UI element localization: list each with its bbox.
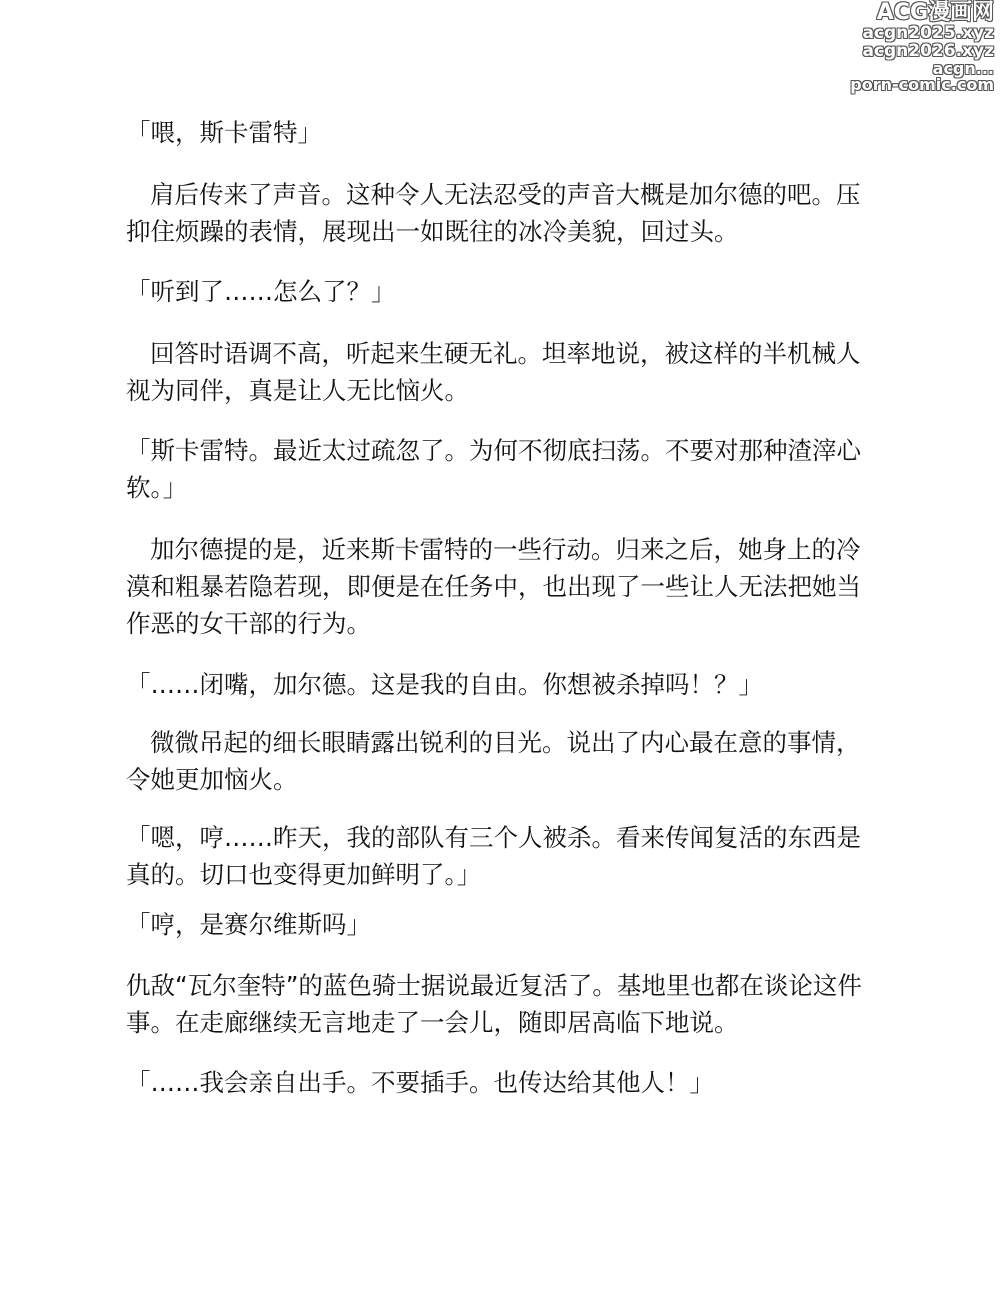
- dialogue-line: 「……闭嘴，加尔德。这是我的自由。你想被杀掉吗！？」: [126, 670, 763, 699]
- narration-paragraph: 肩后传来了声音。这种令人无法忍受的声音大概是加尔德的吧。压抑住烦躁的表情，展现出一如既往的冰冷美貌，回过头。: [126, 180, 861, 246]
- watermark-line: porn-comic.com: [850, 75, 994, 94]
- narration-paragraph: 加尔德提的是，近来斯卡雷特的一些行动。归来之后，她身上的冷漠和粗暴若隐若现，即便是在任务中，也出现了一些让人无法把她当作恶的女干部的行为。: [126, 535, 861, 638]
- dialogue-line: 「斯卡雷特。最近太过疏忽了。为何不彻底扫荡。不要对那种渣滓心软。」: [126, 436, 861, 502]
- dialogue-line: 「听到了……怎么了？」: [126, 277, 396, 306]
- dialogue-line: 「……我会亲自出手。不要插手。也传达给其他人！」: [126, 1068, 714, 1097]
- dialogue-line: 「哼，是赛尔维斯吗」: [126, 910, 371, 939]
- narration-paragraph: 仇敌“瓦尔奎特”的蓝色骑士据说最近复活了。基地里也都在谈论这件事。在走廊继续无言地走了一会儿，随即居高临下地说。: [126, 971, 862, 1037]
- watermark-line: acgn...: [932, 59, 994, 78]
- dialogue-line: 「嗯，哼……昨天，我的部队有三个人被杀。看来传闻复活的东西是真的。切口也变得更加鲜明了。」: [126, 823, 861, 889]
- watermark-line: ACG漫画网: [876, 0, 994, 25]
- watermark-line: acgn2026.xyz: [862, 41, 994, 61]
- dialogue-line: 「喂，斯卡雷特」: [126, 118, 322, 147]
- watermark-line: acgn2025.xyz: [862, 23, 994, 43]
- narration-paragraph: 回答时语调不高，听起来生硬无礼。坦率地说，被这样的半机械人视为同伴，真是让人无比恼火。: [126, 339, 861, 405]
- narration-paragraph: 微微吊起的细长眼睛露出锐利的目光。说出了内心最在意的事情，令她更加恼火。: [126, 728, 861, 794]
